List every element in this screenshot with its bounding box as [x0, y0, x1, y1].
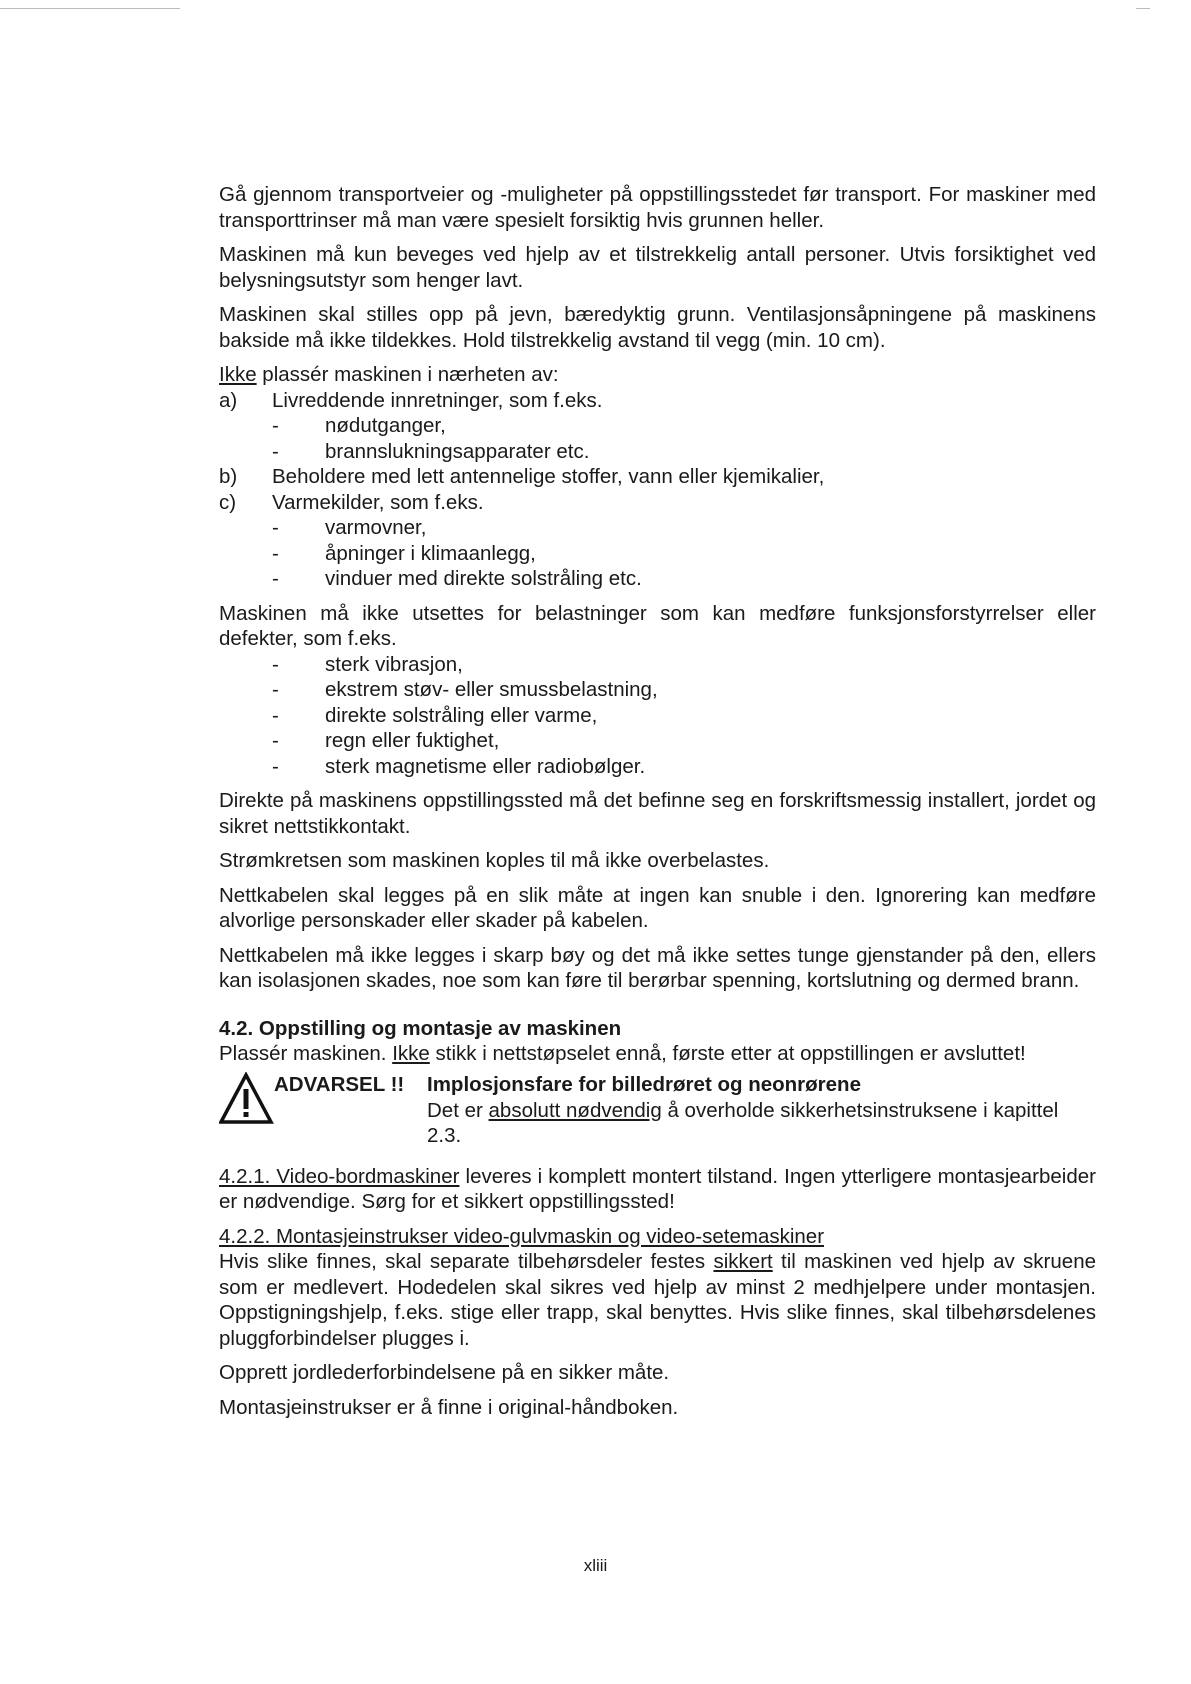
emphasis-ikke: Ikke: [392, 1041, 430, 1065]
list-letter: b): [219, 465, 238, 488]
dash-item-text: vinduer med direkte solstråling etc.: [325, 567, 642, 590]
dash-marker: -: [272, 567, 279, 590]
dash-marker: -: [272, 516, 279, 539]
subsection-text: til maskinen ved hjelp av skruene som er medlevert. Hodedelen skal sikres ved hjelp av minst 2 medhjelpere under montasjen. Oppstigningshjelp, f.eks. stige eller trapp, skal benyttes. Hvis slike finnes, skal tilbehørsdelenes pluggforbindelser plugges i.: [219, 1250, 1096, 1350]
paragraph: Maskinen må ikke utsettes for belastninger som kan medføre funksjonsforstyrrelser eller defekter, som f.eks.: [219, 601, 1096, 650]
dash-marker: -: [272, 703, 279, 727]
dash-item: [219, 541, 1096, 567]
dash-item: [219, 566, 1096, 592]
dash-item-text: brannslukningsapparater etc.: [325, 439, 590, 463]
list-item-text: Beholdere med lett antennelige stoffer, vann eller kjemikalier,: [272, 465, 825, 488]
dash-item: [219, 439, 1096, 465]
scan-artifact-line: [1136, 8, 1150, 9]
page-content: [219, 182, 1096, 1429]
warning-text: [274, 1098, 1096, 1149]
list-item-text: Livreddende innretninger, som f.eks.: [272, 388, 603, 412]
dash-item: [219, 754, 1096, 780]
page-number: xliii: [583, 1556, 608, 1575]
dash-item: [219, 703, 1096, 729]
list-item-text: Varmekilder, som f.eks.: [272, 490, 484, 514]
list-item: [219, 388, 1096, 414]
paragraph: Direkte på maskinens oppstillingssted må det befinne seg en forskriftsmessig installert, jordet og sikret nettstikkontakt.: [219, 789, 1096, 838]
subsection-422-text: [219, 1249, 1096, 1351]
subsection-title: 4.2.2. Montasjeinstrukser video-gulvmaskin og video-setemaskiner: [219, 1224, 825, 1248]
dash-item: [219, 652, 1096, 678]
dash-marker: -: [272, 439, 279, 463]
subsection-title: 4.2.1. Video-bordmaskiner: [219, 1164, 460, 1188]
section-heading: 4.2. Oppstilling og montasje av maskinen: [219, 1016, 622, 1040]
paragraph: Nettkabelen skal legges på en slik måte at ingen kan snuble i den. Ignorering kan medføre alvorlige personskader eller skader på kabelen.: [219, 883, 1096, 932]
dash-item: [219, 515, 1096, 541]
dash-marker: -: [272, 754, 279, 778]
section-intro: [219, 1041, 1096, 1067]
list-letter: c): [219, 490, 237, 514]
dash-item: [219, 677, 1096, 703]
section-intro-text: Plassér maskinen.: [219, 1041, 393, 1065]
warning-body: [274, 1072, 1096, 1149]
dash-item-text: åpninger i klimaanlegg,: [325, 541, 536, 565]
dash-item-text: direkte solstråling eller varme,: [325, 703, 598, 727]
warning-text-part: å overholde sikkerhetsinstruksene i kapittel 2.3.: [427, 1098, 1059, 1147]
paragraph: Opprett jordlederforbindelsene på en sikker måte.: [219, 1361, 670, 1384]
dash-marker: -: [272, 652, 279, 676]
warning-text-part: Det er: [427, 1098, 489, 1122]
placement-intro-text: plassér maskinen i nærheten av:: [256, 363, 559, 386]
dash-item-text: regn eller fuktighet,: [325, 729, 500, 752]
dash-item-text: varmovner,: [325, 516, 427, 539]
emphasis-sikkert: sikkert: [713, 1250, 773, 1273]
dash-item: [219, 413, 1096, 439]
subsection-text: leveres i komplett montert tilstand. Ingen ytterligere montasjearbeider er nødvendige. Sørg for et sikkert oppstillingssted!: [219, 1164, 1096, 1213]
warning-header: [274, 1072, 1096, 1098]
list-item: [219, 490, 1096, 516]
subsection-421: [219, 1164, 1096, 1215]
subsection-text: Hvis slike finnes, skal separate tilbehørsdeler festes: [219, 1250, 714, 1273]
loads-list: [219, 652, 1096, 780]
dash-item-text: sterk magnetisme eller radiobølger.: [325, 754, 646, 778]
list-letter: a): [219, 388, 238, 412]
dash-item-text: sterk vibrasjon,: [325, 652, 463, 676]
placement-intro: [219, 362, 1096, 388]
section-intro-text: stikk i nettstøpselet ennå, første etter at oppstillingen er avsluttet!: [429, 1041, 1026, 1065]
dash-marker: -: [272, 729, 279, 752]
warning-block: [219, 1072, 1096, 1149]
dash-item: [219, 728, 1096, 754]
warning-emphasis: absolutt nødvendig: [488, 1098, 662, 1122]
scan-artifact-line: [0, 8, 180, 9]
list-item: [219, 464, 1096, 490]
dash-marker: -: [272, 541, 279, 565]
paragraph: Nettkabelen må ikke legges i skarp bøy og det må ikke settes tunge gjenstander på den, ellers kan isolasjonen skades, noe som kan føre til berørbar spenning, kortslutning og dermed brann.: [219, 943, 1096, 992]
dash-marker: -: [272, 414, 279, 437]
warning-label: ADVARSEL !!: [274, 1073, 405, 1096]
paragraph: Maskinen må kun beveges ved hjelp av et tilstrekkelig antall personer. Utvis forsiktighet ved belysningsutstyr som henger lavt.: [219, 243, 1096, 292]
placement-list: [219, 362, 1096, 592]
dash-item-text: nødutganger,: [325, 414, 446, 437]
paragraph: Maskinen skal stilles opp på jevn, bæredyktig grunn. Ventilasjonsåpningene på maskinens bakside må ikke tildekkes. Hold tilstrekkelig avstand til vegg (min. 10 cm).: [219, 303, 1096, 352]
warning-title: Implosjonsfare for billedrøret og neonrørene: [427, 1073, 861, 1096]
dash-item-text: ekstrem støv- eller smussbelastning,: [325, 678, 658, 701]
paragraph: Gå gjennom transportveier og -muligheter på oppstillingsstedet før transport. For maskiner med transporttrinser må man være spesielt forsiktig hvis grunnen heller.: [219, 183, 1096, 232]
paragraph: Montasjeinstrukser er å finne i original-håndboken.: [219, 1395, 679, 1419]
paragraph: Strømkretsen som maskinen koples til må ikke overbelastes.: [219, 849, 770, 872]
dash-marker: -: [272, 678, 279, 701]
warning-triangle-icon: [219, 1072, 274, 1126]
emphasis-ikke: Ikke: [219, 363, 257, 386]
